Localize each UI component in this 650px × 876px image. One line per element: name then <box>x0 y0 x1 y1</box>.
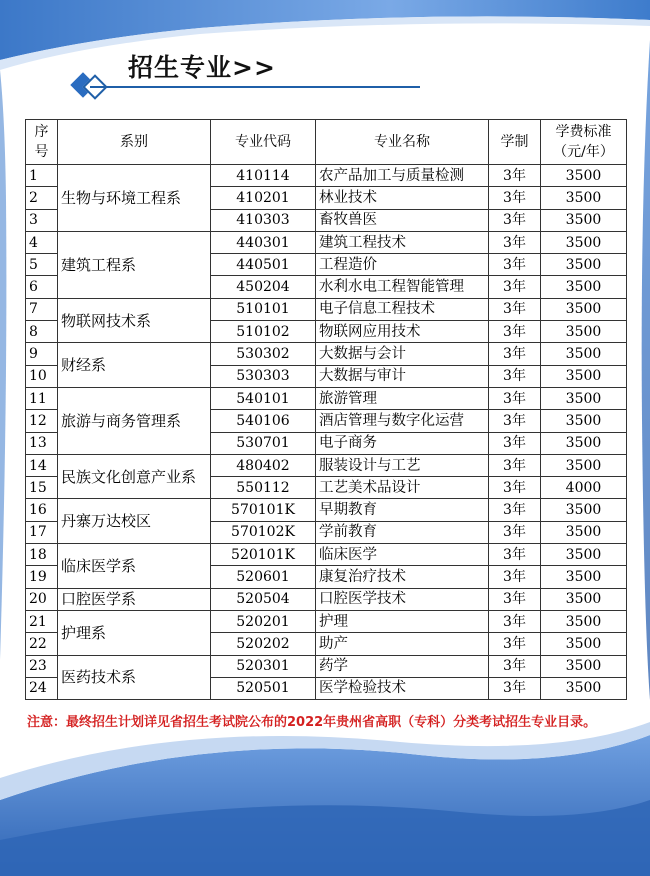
department-name: 物联网技术系 <box>58 298 211 343</box>
row-number: 23 <box>26 655 58 677</box>
major-name: 电子商务 <box>316 432 489 454</box>
tuition-fee: 3500 <box>541 343 627 365</box>
department-name: 临床医学系 <box>58 544 211 589</box>
col-header-dept: 系别 <box>58 120 211 165</box>
major-name: 康复治疗技术 <box>316 566 489 588</box>
tuition-fee: 4000 <box>541 477 627 499</box>
major-name: 口腔医学技术 <box>316 588 489 610</box>
major-code: 410114 <box>211 165 316 187</box>
row-number: 24 <box>26 677 58 699</box>
department-name: 建筑工程系 <box>58 231 211 298</box>
tuition-fee: 3500 <box>541 254 627 276</box>
major-name: 工艺美术品设计 <box>316 477 489 499</box>
tuition-fee: 3500 <box>541 521 627 543</box>
row-number: 8 <box>26 321 58 343</box>
study-length: 3年 <box>489 365 541 387</box>
department-name: 旅游与商务管理系 <box>58 387 211 454</box>
table-row <box>26 588 627 610</box>
major-code: 520301 <box>211 655 316 677</box>
row-number: 14 <box>26 454 58 476</box>
tuition-fee: 3500 <box>541 410 627 432</box>
row-number: 15 <box>26 477 58 499</box>
major-code: 570101K <box>211 499 316 521</box>
tuition-fee: 3500 <box>541 321 627 343</box>
major-name: 学前教育 <box>316 521 489 543</box>
study-length: 3年 <box>489 231 541 253</box>
major-code: 550112 <box>211 477 316 499</box>
row-number: 4 <box>26 231 58 253</box>
major-name: 农产品加工与质量检测 <box>316 165 489 187</box>
tuition-fee: 3500 <box>541 231 627 253</box>
row-number: 17 <box>26 521 58 543</box>
study-length: 3年 <box>489 343 541 365</box>
table-row <box>26 343 627 365</box>
major-name: 早期教育 <box>316 499 489 521</box>
col-header-no <box>26 120 58 165</box>
department-name: 丹寨万达校区 <box>58 499 211 544</box>
study-length: 3年 <box>489 432 541 454</box>
study-length: 3年 <box>489 298 541 320</box>
major-name: 大数据与审计 <box>316 365 489 387</box>
department-name: 口腔医学系 <box>58 588 211 610</box>
row-number: 2 <box>26 187 58 209</box>
study-length: 3年 <box>489 276 541 298</box>
row-number: 10 <box>26 365 58 387</box>
study-length: 3年 <box>489 499 541 521</box>
major-code: 440501 <box>211 254 316 276</box>
study-length: 3年 <box>489 610 541 632</box>
study-length: 3年 <box>489 321 541 343</box>
row-number: 16 <box>26 499 58 521</box>
table-row <box>26 610 627 632</box>
table-row <box>26 298 627 320</box>
table-row <box>26 231 627 253</box>
major-code: 520201 <box>211 610 316 632</box>
major-code: 510102 <box>211 321 316 343</box>
major-name: 酒店管理与数字化运营 <box>316 410 489 432</box>
department-name: 民族文化创意产业系 <box>58 454 211 499</box>
col-header-code: 专业代码 <box>211 120 316 165</box>
tuition-fee: 3500 <box>541 432 627 454</box>
study-length: 3年 <box>489 209 541 231</box>
major-name: 临床医学 <box>316 544 489 566</box>
study-length: 3年 <box>489 655 541 677</box>
major-name: 医学检验技术 <box>316 677 489 699</box>
tuition-fee: 3500 <box>541 209 627 231</box>
table-row <box>26 387 627 409</box>
row-number: 21 <box>26 610 58 632</box>
major-code: 410303 <box>211 209 316 231</box>
department-name: 财经系 <box>58 343 211 388</box>
study-length: 3年 <box>489 165 541 187</box>
study-length: 3年 <box>489 521 541 543</box>
major-name: 旅游管理 <box>316 387 489 409</box>
row-number: 13 <box>26 432 58 454</box>
study-length: 3年 <box>489 633 541 655</box>
major-code: 520504 <box>211 588 316 610</box>
major-code: 510101 <box>211 298 316 320</box>
row-number: 3 <box>26 209 58 231</box>
tuition-fee: 3500 <box>541 677 627 699</box>
tuition-fee: 3500 <box>541 187 627 209</box>
major-name: 工程造价 <box>316 254 489 276</box>
row-number: 19 <box>26 566 58 588</box>
table-row <box>26 655 627 677</box>
table-row <box>26 454 627 476</box>
tuition-fee: 3500 <box>541 499 627 521</box>
major-name: 电子信息工程技术 <box>316 298 489 320</box>
note-text: 注意：最终招生计划详见省招生考试院公布的2022年贵州省高职（专科）分类考试招生专业目录。 <box>27 715 597 730</box>
col-header-no-label: 序号 <box>34 124 49 160</box>
tuition-fee: 3500 <box>541 165 627 187</box>
table-row <box>26 544 627 566</box>
major-code: 530302 <box>211 343 316 365</box>
major-name: 水利水电工程智能管理 <box>316 276 489 298</box>
study-length: 3年 <box>489 254 541 276</box>
major-name: 药学 <box>316 655 489 677</box>
study-length: 3年 <box>489 187 541 209</box>
department-name: 生物与环境工程系 <box>58 165 211 232</box>
tuition-fee: 3500 <box>541 633 627 655</box>
col-header-fee-line2: （元/年） <box>553 144 614 160</box>
tuition-fee: 3500 <box>541 365 627 387</box>
major-code: 520202 <box>211 633 316 655</box>
tuition-fee: 3500 <box>541 276 627 298</box>
major-code: 540101 <box>211 387 316 409</box>
major-name: 建筑工程技术 <box>316 231 489 253</box>
study-length: 3年 <box>489 410 541 432</box>
major-name: 林业技术 <box>316 187 489 209</box>
department-name: 护理系 <box>58 610 211 655</box>
major-code: 410201 <box>211 187 316 209</box>
table-row <box>26 165 627 187</box>
col-header-length: 学制 <box>489 120 541 165</box>
study-length: 3年 <box>489 477 541 499</box>
major-name: 大数据与会计 <box>316 343 489 365</box>
tuition-fee: 3500 <box>541 298 627 320</box>
study-length: 3年 <box>489 454 541 476</box>
department-name: 医药技术系 <box>58 655 211 700</box>
tuition-fee: 3500 <box>541 610 627 632</box>
major-code: 530701 <box>211 432 316 454</box>
table-body <box>26 165 627 700</box>
major-name: 护理 <box>316 610 489 632</box>
row-number: 22 <box>26 633 58 655</box>
table-header-row <box>26 120 627 165</box>
study-length: 3年 <box>489 588 541 610</box>
tuition-fee: 3500 <box>541 566 627 588</box>
row-number: 5 <box>26 254 58 276</box>
page-title: 招生专业>> <box>128 53 276 82</box>
col-header-name: 专业名称 <box>316 120 489 165</box>
row-number: 18 <box>26 544 58 566</box>
major-code: 520501 <box>211 677 316 699</box>
major-code: 570102K <box>211 521 316 543</box>
major-name: 助产 <box>316 633 489 655</box>
row-number: 12 <box>26 410 58 432</box>
section-header <box>70 40 420 102</box>
tuition-fee: 3500 <box>541 544 627 566</box>
study-length: 3年 <box>489 677 541 699</box>
col-header-fee <box>541 120 627 165</box>
major-name: 物联网应用技术 <box>316 321 489 343</box>
row-number: 20 <box>26 588 58 610</box>
study-length: 3年 <box>489 387 541 409</box>
tuition-fee: 3500 <box>541 387 627 409</box>
row-number: 7 <box>26 298 58 320</box>
tuition-fee: 3500 <box>541 588 627 610</box>
study-length: 3年 <box>489 566 541 588</box>
major-code: 520101K <box>211 544 316 566</box>
major-code: 450204 <box>211 276 316 298</box>
major-name: 畜牧兽医 <box>316 209 489 231</box>
header-underline <box>90 86 420 88</box>
col-header-fee-line1: 学费标准 <box>555 124 612 140</box>
major-code: 540106 <box>211 410 316 432</box>
majors-table <box>25 119 627 700</box>
major-code: 440301 <box>211 231 316 253</box>
tuition-fee: 3500 <box>541 454 627 476</box>
row-number: 9 <box>26 343 58 365</box>
study-length: 3年 <box>489 544 541 566</box>
major-code: 520601 <box>211 566 316 588</box>
major-code: 530303 <box>211 365 316 387</box>
major-name: 服装设计与工艺 <box>316 454 489 476</box>
major-code: 480402 <box>211 454 316 476</box>
tuition-fee: 3500 <box>541 655 627 677</box>
table-row <box>26 499 627 521</box>
row-number: 1 <box>26 165 58 187</box>
row-number: 6 <box>26 276 58 298</box>
row-number: 11 <box>26 387 58 409</box>
